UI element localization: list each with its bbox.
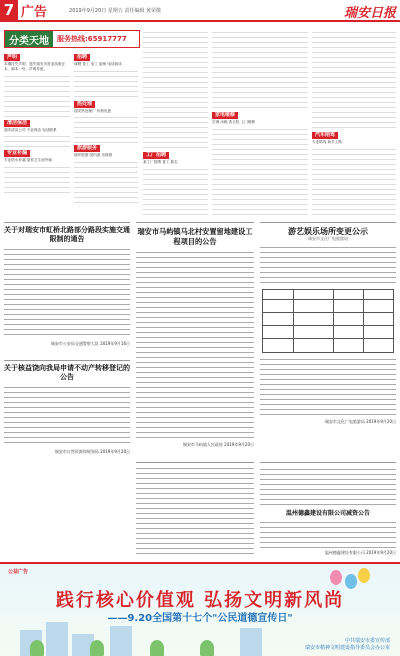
text-block <box>212 127 308 217</box>
poster-slogan: 践行核心价值观 弘扬文明新风尚 <box>55 590 345 611</box>
classified-text: 专业陪驾 新手上路 <box>312 140 342 144</box>
public-service-poster <box>0 562 400 656</box>
registration-notices-block <box>136 462 254 560</box>
section-heading: 招聘 <box>74 54 90 61</box>
notice-body <box>260 357 396 417</box>
newspaper-brand: 瑞安日报 <box>343 6 396 21</box>
notice-body <box>260 467 396 509</box>
notice-body <box>136 250 254 440</box>
classified-text: 瑞安热处理厂 价格优惠 <box>74 108 112 113</box>
building-icon <box>110 626 132 656</box>
section-heading: 旅游服务 <box>74 145 100 152</box>
classified-text: 诚聘 普工 电工 厨师 电话面谈 <box>74 62 122 66</box>
notice-issuer: 瑞安市文化广电旅游局 <box>308 236 348 241</box>
page-header <box>0 0 400 22</box>
capital-reduction-notice <box>260 462 396 560</box>
section-heading: 声明 <box>4 54 20 61</box>
service-hotline: 服务热线:65917777 <box>57 35 127 43</box>
section-heading: 工厂招聘 <box>143 152 169 159</box>
text-block <box>4 165 70 195</box>
notice-title: 瑞安市马屿镇马北村安置留地建设工程项目的公告 <box>137 227 253 246</box>
notice-signature: 瑞安市马屿镇人民政府 2019年9月20日 <box>182 442 254 447</box>
section-heading: 家电维修 <box>212 112 238 119</box>
classified-text: 空调 冰箱 洗衣机 上门维修 <box>212 120 255 124</box>
building-icon <box>46 622 68 656</box>
venue-table <box>262 289 394 353</box>
poster-org: 中共瑞安市委宣传部 <box>344 638 390 644</box>
text-block <box>143 30 208 150</box>
notice-title: 关于对瑞安市虹桥北路部分路段实施交通限制的通告 <box>4 226 130 243</box>
notice-body <box>4 247 130 339</box>
resettlement-notice <box>136 222 254 458</box>
classifieds-title: 分类天地 <box>5 31 53 47</box>
notice-signature: 瑞安市文化广电旅游局 2019年9月20日 <box>324 419 396 424</box>
notice-signature: 温州德鑫建设有限公司 2019年9月20日 <box>324 550 396 555</box>
traffic-notice <box>4 222 130 354</box>
page-number: 7 <box>0 0 18 20</box>
tree-icon <box>90 640 104 656</box>
text-block <box>312 147 396 217</box>
classifieds-column-2 <box>74 52 138 220</box>
poster-subtitle: ——9.20全国第十七个"公民道德宣传日" <box>107 613 293 624</box>
text-block <box>4 134 70 148</box>
text-block <box>212 30 308 110</box>
property-transfer-notice <box>4 360 130 460</box>
tree-icon <box>200 640 214 656</box>
balloon-icon <box>330 570 342 585</box>
issue-meta: 2019年9月20日 星期五 责任编辑 黄荣敬 <box>69 7 162 14</box>
entertainment-venue-notice <box>260 222 396 458</box>
tree-icon <box>30 640 44 656</box>
notice-signature: 瑞安市自然资源和规划局 2019年9月20日 <box>54 449 130 454</box>
classifieds-column-3 <box>143 30 208 220</box>
balloon-icon <box>358 568 370 583</box>
classifieds-column-4 <box>212 30 308 220</box>
classified-text: 瑞安清洁公司 专业保洁 电话联系 <box>4 127 57 132</box>
notice-title: 关于核益饶向我局申请不动产转移登记的公告 <box>4 364 130 381</box>
section-heading: 清洁保洁 <box>4 120 30 127</box>
classified-text: 本期挂失声明：遗失瑞安市营业执照正本、副本一份，声明作废。 <box>4 62 66 71</box>
section-heading: 专业补漏 <box>4 150 30 157</box>
notice-title: 游艺娱乐场所变更公示 <box>288 227 368 236</box>
notice-body <box>136 466 254 556</box>
poster-footer <box>305 638 390 652</box>
text-block <box>74 160 138 204</box>
section-title: 广告 <box>21 4 48 20</box>
text-block <box>4 74 70 118</box>
section-heading: 汽车陪驾 <box>312 132 338 139</box>
notice-body <box>260 245 396 285</box>
notice-body <box>260 520 396 548</box>
notice-title: 温州德鑫建设有限公司减资公告 <box>285 510 370 517</box>
text-block <box>74 115 138 143</box>
classifieds-banner <box>4 30 140 48</box>
classifieds-column-5 <box>312 30 396 220</box>
poster-tag: 公益广告 <box>8 569 29 575</box>
tree-icon <box>150 640 164 656</box>
classified-text: 瑞安旅游 国内游 出境游 <box>74 153 113 157</box>
classified-text: 专业防水补漏 屋顶卫生间外墙 <box>4 158 52 162</box>
text-block <box>143 167 208 217</box>
building-icon <box>240 628 262 656</box>
section-heading: 热处理 <box>74 101 95 108</box>
poster-org-2: 瑞安市精神文明建设指导委员会办公室 <box>304 645 390 651</box>
text-block <box>74 69 138 99</box>
classified-text: 某工厂招聘 普工 数名 <box>143 160 178 164</box>
notice-body <box>4 385 130 447</box>
classifieds-column-1 <box>4 52 70 220</box>
text-block <box>312 30 396 130</box>
notice-signature: 瑞安市公安局交通警察大队 2019年9月16日 <box>50 341 130 346</box>
